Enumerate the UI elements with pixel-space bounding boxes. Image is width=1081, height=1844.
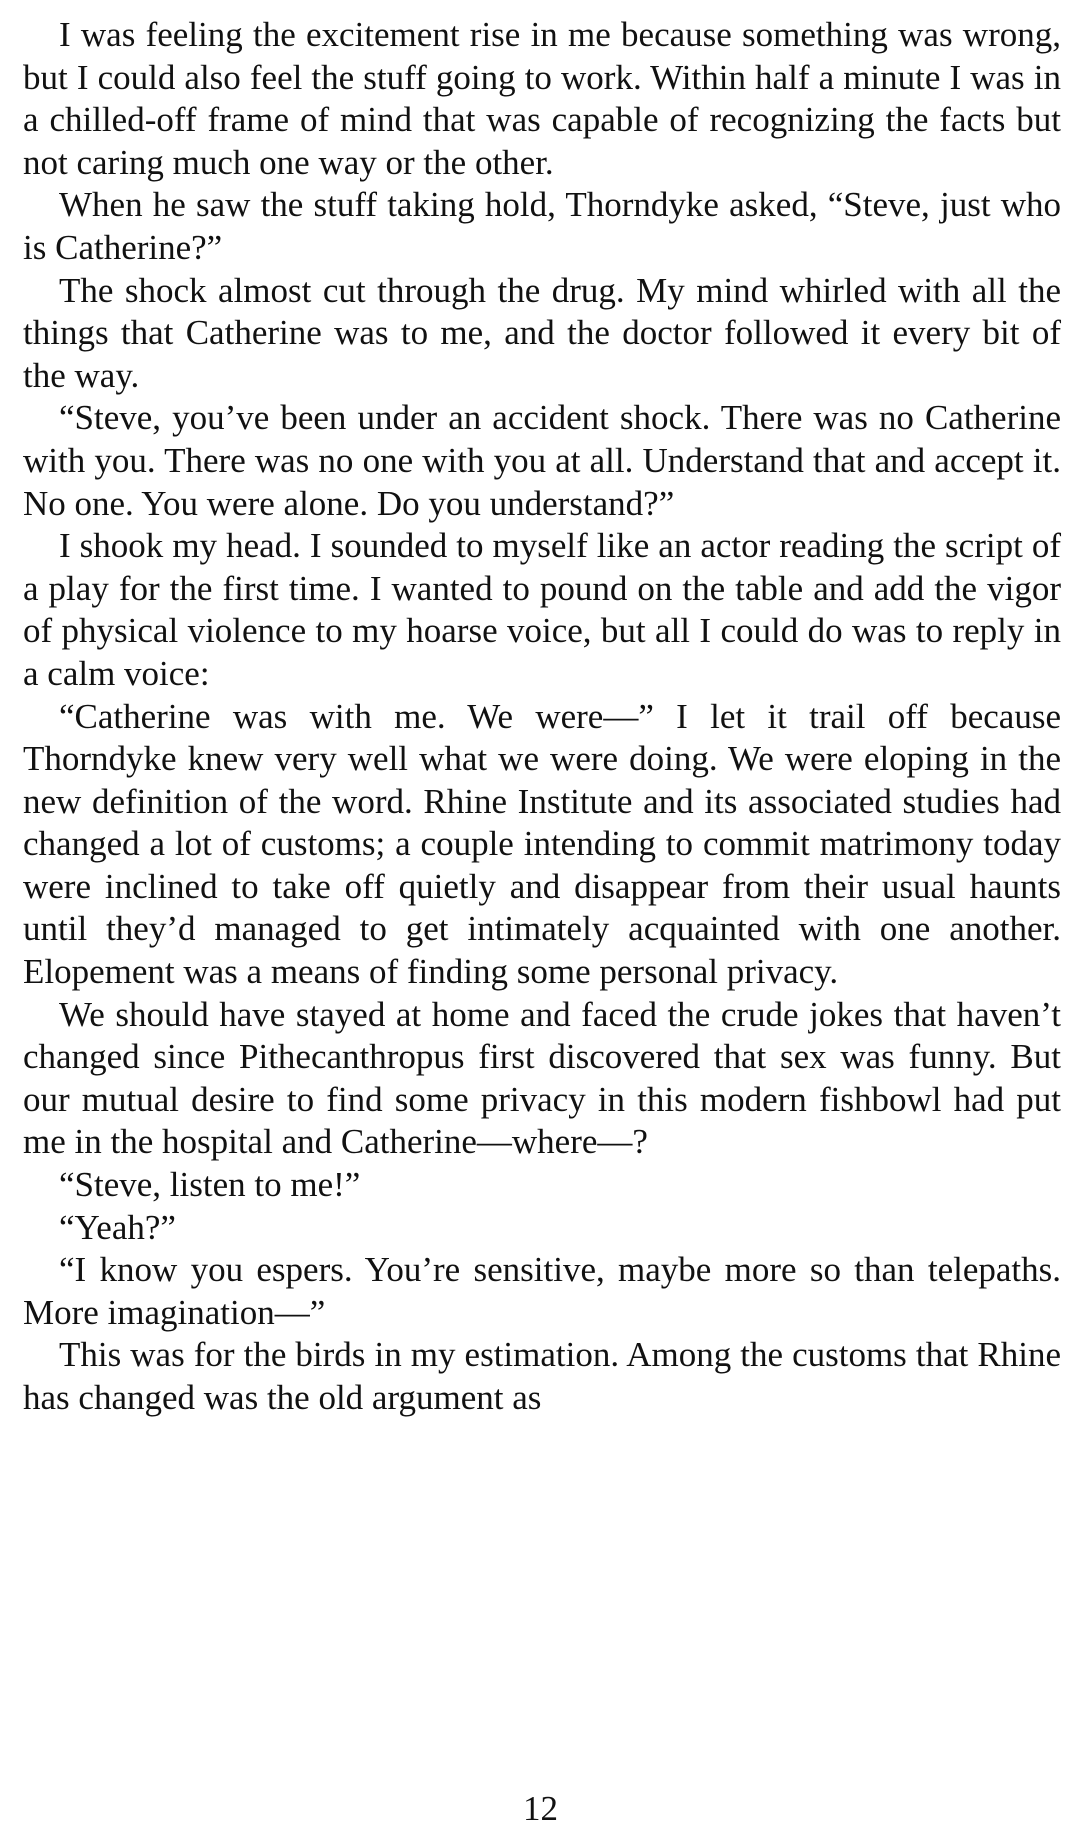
paragraph-8: “Steve, listen to me!”	[59, 1165, 361, 1205]
paragraph-9: “Yeah?”	[59, 1207, 176, 1247]
paragraph-6: “Catherine was with me. We were—” I let it trail off because Thorndyke knew very well what we were doing. We were eloping in the new definition of the word. Rhine Institute and its associated studies had changed a lot of customs; a couple intending to commit matrimony today were inclined to take off quietly and disappear from their usual haunts until they’d managed to get intimately acquainted with one another. Elopement was a means of finding some personal privacy.	[23, 696, 1061, 992]
paragraph-3: The shock almost cut through the drug. My mind whirled with all the things that Catherine was to me, and the doctor followed it every bit of the way.	[23, 270, 1061, 395]
page-number: 12	[523, 1789, 558, 1828]
paragraph-7: We should have stayed at home and faced the crude jokes that haven’t changed since Pithecanthropus first discovered that sex was funny. But our mutual desire to find some privacy in this modern fishbowl had put me in the hospital and Catherine—where—?	[23, 994, 1061, 1162]
paragraph-1: I was feeling the excitement rise in me because something was wrong, but I could also feel the stuff going to work. Within half a minute I was in a chilled-off frame of mind that was capable of recognizing the facts but not caring much one way or the other.	[23, 15, 1061, 182]
paragraph-4: “Steve, you’ve been under an accident shock. There was no Catherine with you. There was no one with you at all. Understand that and accept it. No one. You were alone. Do you understand?”	[23, 398, 1061, 523]
paragraph-11: This was for the birds in my estimation. Among the customs that Rhine has changed was the old argument as	[23, 1335, 1061, 1417]
paragraph-5: I shook my head. I sounded to myself like an actor reading the script of a play for the first time. I wanted to pound on the table and add the vigor of physical violence to my hoarse voice, but all I could do was to reply in a calm voice:	[23, 526, 1061, 693]
paragraph-10: “I know you espers. You’re sensitive, maybe more so than telepaths. More imagination—”	[23, 1250, 1061, 1332]
paragraph-2: When he saw the stuff taking hold, Thorndyke asked, “Steve, just who is Catherine?”	[23, 185, 1061, 267]
book-page	[23, 14, 1061, 1420]
